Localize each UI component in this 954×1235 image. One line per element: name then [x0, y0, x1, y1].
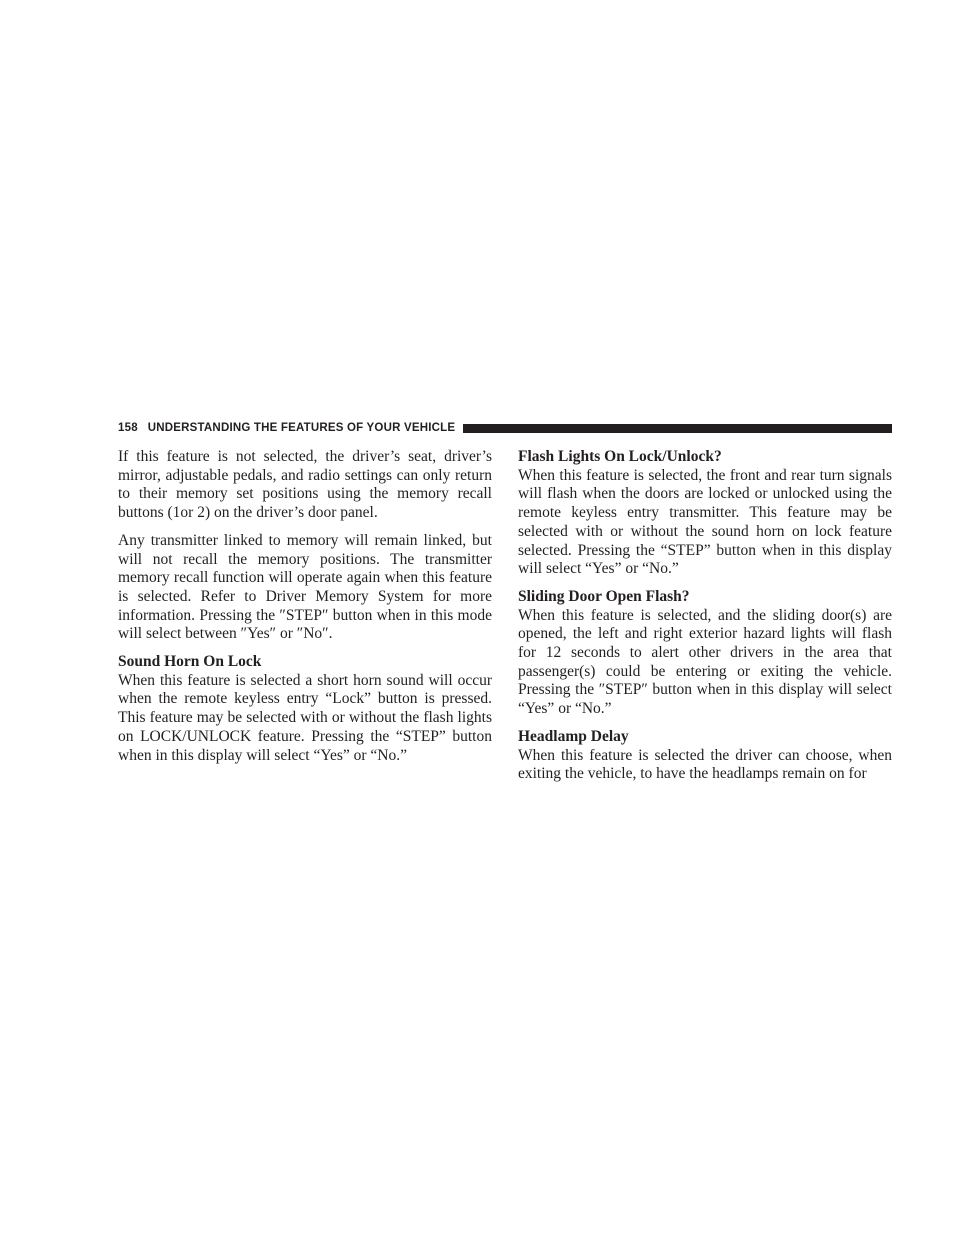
flash-lights-paragraph: When this feature is selected, the front and rear turn signals will flash when the doors are locked or unlocked using the remote keyless entry transmitter. This feature may be selected with or without the sound horn on lock feature selected. Pressing the “STEP” button when in this display will select “Yes” or “No.” — [518, 466, 892, 578]
sound-horn-heading: Sound Horn On Lock — [118, 653, 262, 671]
left-column — [118, 448, 492, 774]
right-column — [518, 448, 892, 793]
section-title: UNDERSTANDING THE FEATURES OF YOUR VEHICLE — [147, 422, 456, 434]
page-number: 158 — [118, 422, 138, 434]
sliding-door-paragraph: When this feature is selected, and the sliding door(s) are opened, the left and right exterior hazard lights will flash for 12 seconds to alert other drivers in the area that passenger(s) could be entering or exiting the vehicle. Pressing the ″STEP″ button when in this display will select “Yes” or “No.” — [518, 606, 892, 718]
headlamp-delay-paragraph: When this feature is selected the driver can choose, when exiting the vehicle, to have the headlamps remain on for — [518, 746, 892, 783]
header-rule — [463, 424, 892, 433]
running-header — [118, 419, 892, 437]
flash-lights-heading: Flash Lights On Lock/Unlock? — [518, 448, 722, 465]
sound-horn-paragraph: When this feature is selected a short horn sound will occur when the remote keyless entry “Lock” button is pressed. This feature may be selected with or without the flash lights on LOCK/UNLOCK feature. Pressing the “STEP” button when in this display will select “Yes” or “No.” — [118, 671, 492, 764]
transmitter-paragraph: Any transmitter linked to memory will remain linked, but will not recall the memory positions. The transmitter memory recall function will operate again when this feature is selected. Refer to Driver Memory System for more information. Pressing the ″STEP″ button when in this mode will select between ″Yes″ or ″No″. — [118, 531, 492, 643]
sliding-door-heading: Sliding Door Open Flash? — [518, 587, 690, 605]
memory-feature-paragraph: If this feature is not selected, the driver’s seat, driver’s mirror, adjustable pedals, and radio settings can only return to their memory set positions using the memory recall buttons (1or 2) on the driver’s door panel. — [118, 448, 492, 522]
headlamp-delay-heading: Headlamp Delay — [518, 727, 629, 745]
